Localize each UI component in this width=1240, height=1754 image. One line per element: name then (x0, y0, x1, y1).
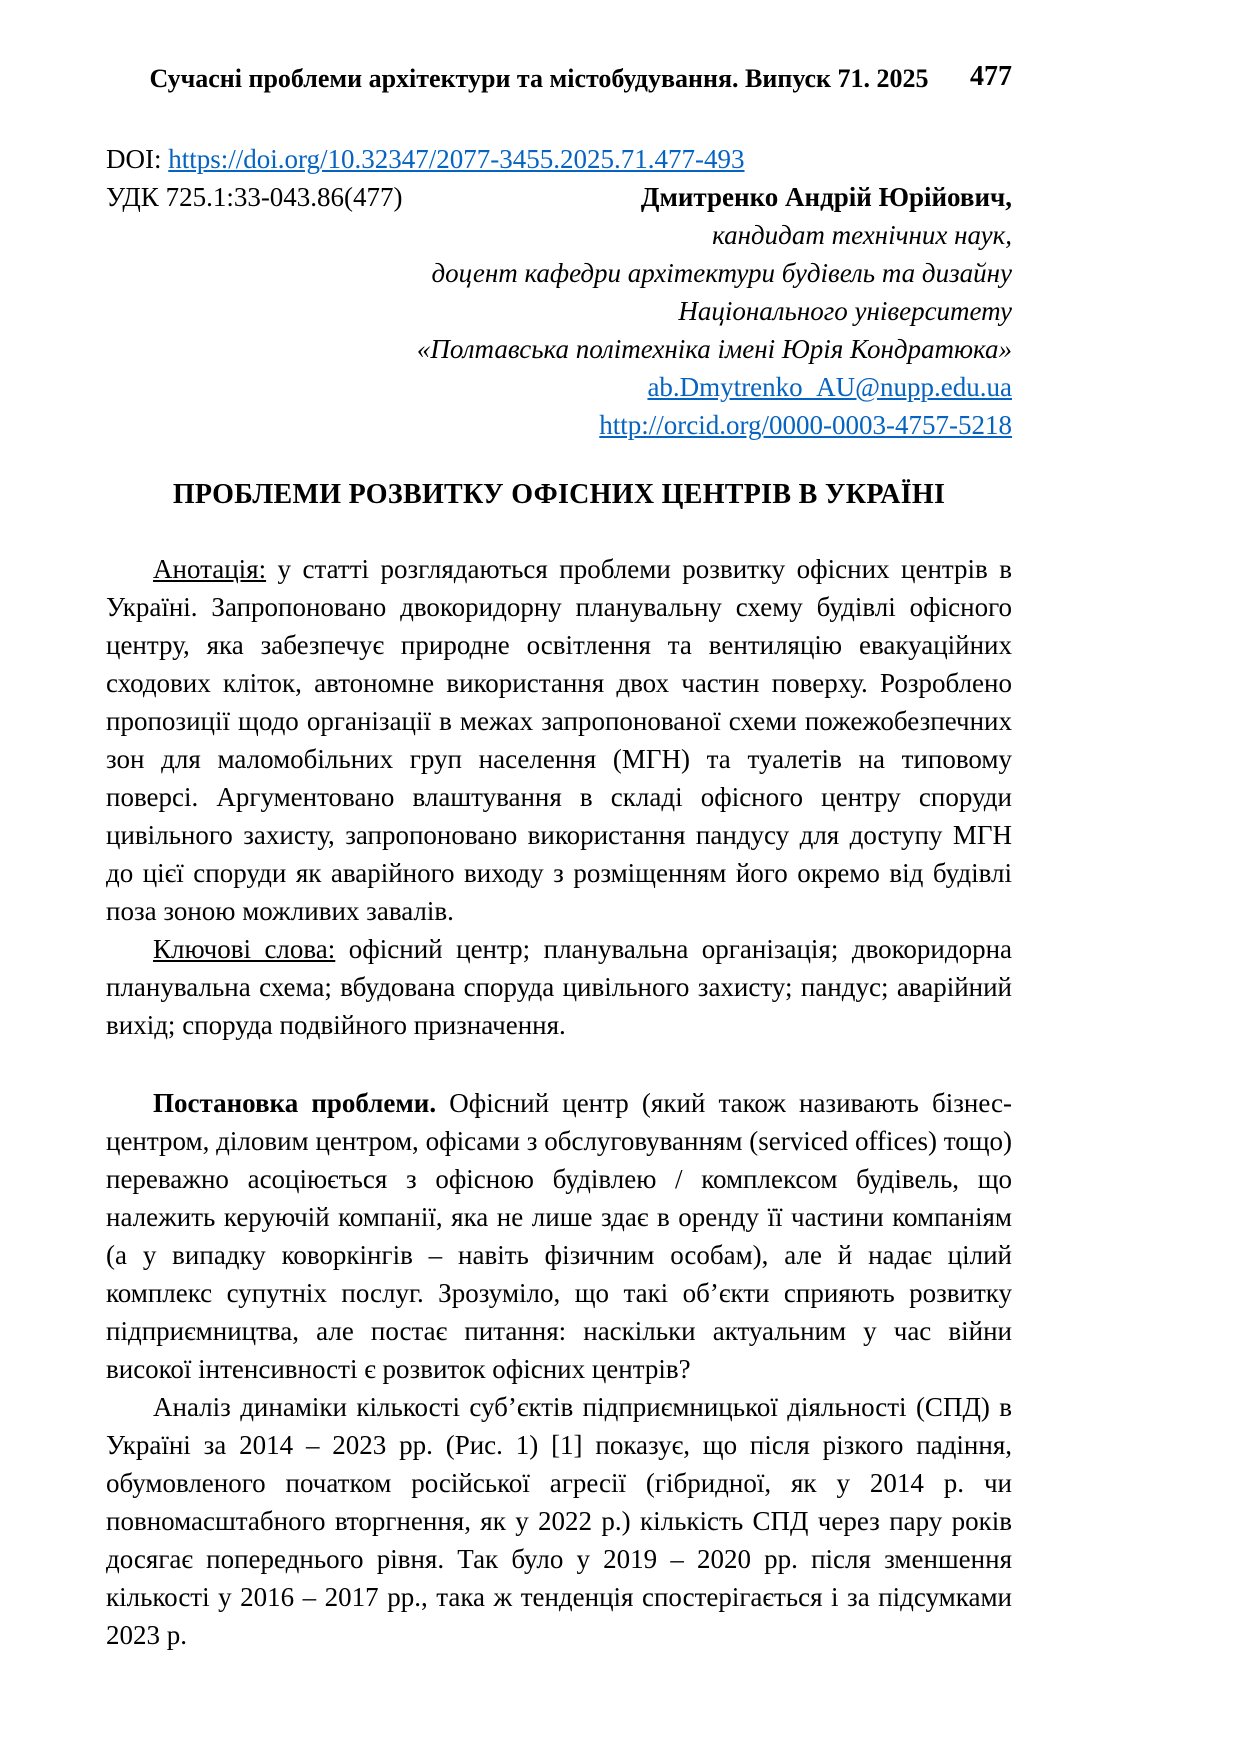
problem-statement-text: Офісний центр (який також називають бізнес-центром, діловим центром, офісами з обслуговуванням (serviced offices) тощо) переважно асоціюється з офісною будівлею / комплексом будівель, що належить керуючій компанії, яка не лише здає в оренду її частини компаніям (а у випадку коворкінгів – навіть фізичним особам), але й надає цілий комплекс супутніх послуг. Зрозуміло, що такі об’єкти сприяють розвитку підприємництва, але постає питання: наскільки актуальним у час війни високої інтенсивності є розвиток офісних центрів? (106, 1088, 1013, 1384)
abstract-paragraph (106, 550, 1012, 930)
abstract-label: Анотація: (153, 554, 267, 584)
author-affiliation (106, 216, 1012, 368)
affiliation-line: Національного університету (678, 296, 1012, 326)
orcid-link[interactable]: http://orcid.org/0000-0003-4757-5218 (599, 410, 1012, 440)
doi-line (106, 140, 1012, 178)
doi-label: DOI: (106, 144, 169, 174)
abstract-text: у статті розглядаються проблеми розвитку офісних центрів в Україні. Запропоновано двокоридорну планувальну схему будівлі офісного центру, яка забезпечує природне освітлення та вентиляцію евакуаційних сходових кліток, автономне використання двох частин поверху. Розроблено пропозиції щодо організації в межах запропонованої схеми пожежобезпечних зон для маломобільних груп населення (МГН) та туалетів на типовому поверсі. Аргументовано влаштування в складі офісного центру споруди цивільного захисту, запропоновано використання пандусу для доступу МГН до цієї споруди як аварійного виходу з розміщенням його окремо від будівлі поза зоною можливих завалів. (106, 554, 1012, 926)
author-name: Дмитренко Андрій Юрійович, (640, 182, 1012, 212)
keywords-paragraph (106, 930, 1012, 1044)
keywords-text: офісний центр; планувальна організація; двокоридорна планувальна схема; вбудована споруда цивільного захисту; пандус; аварійний вихід; споруда подвійного призначення. (106, 934, 1012, 1040)
udc-code: УДК 725.1:33-043.86(477) (106, 182, 403, 212)
article-title: ПРОБЛЕМИ РОЗВИТКУ ОФІСНИХ ЦЕНТРІВ В УКРАЇНІ (172, 479, 946, 510)
author-links (106, 368, 1012, 444)
journal-title: Сучасні проблеми архітектури та містобудування. Випуск 71. 2025 (149, 64, 929, 93)
doi-link[interactable]: https://doi.org/10.32347/2077-3455.2025.71.477-493 (168, 144, 745, 174)
page-number: 477 (970, 61, 1012, 92)
affiliation-line: доцент кафедри архітектури будівель та дизайну (431, 258, 1012, 288)
analysis-text: Аналіз динаміки кількості суб’єктів підприємницької діяльності (СПД) в Україні за 2014 – 2023 рр. (Рис. 1) [1] показує, що після різкого падіння, обумовленого початком російської агресії (гібридної, як у 2014 р. чи повномасштабного вторгнення, як у 2022 р.) кількість СПД через пару років досягає попереднього рівня. Так було у 2019 – 2020 рр. після зменшення кількості у 2016 – 2017 рр., така ж тенденція спостерігається і за підсумками 2023 р. (106, 1392, 1012, 1650)
email-link[interactable]: ab.Dmytrenko_AU@nupp.edu.ua (647, 372, 1012, 402)
udc-author-row (106, 178, 1012, 216)
affiliation-line: кандидат технічних наук, (712, 220, 1012, 250)
keywords-label: Ключові слова: (153, 934, 336, 964)
page-header (106, 62, 1012, 96)
problem-statement-paragraph (106, 1084, 1012, 1388)
analysis-paragraph (106, 1388, 1012, 1654)
affiliation-line: «Полтавська політехніка імені Юрія Кондратюка» (416, 334, 1012, 364)
problem-statement-label: Постановка проблеми. (153, 1088, 437, 1118)
